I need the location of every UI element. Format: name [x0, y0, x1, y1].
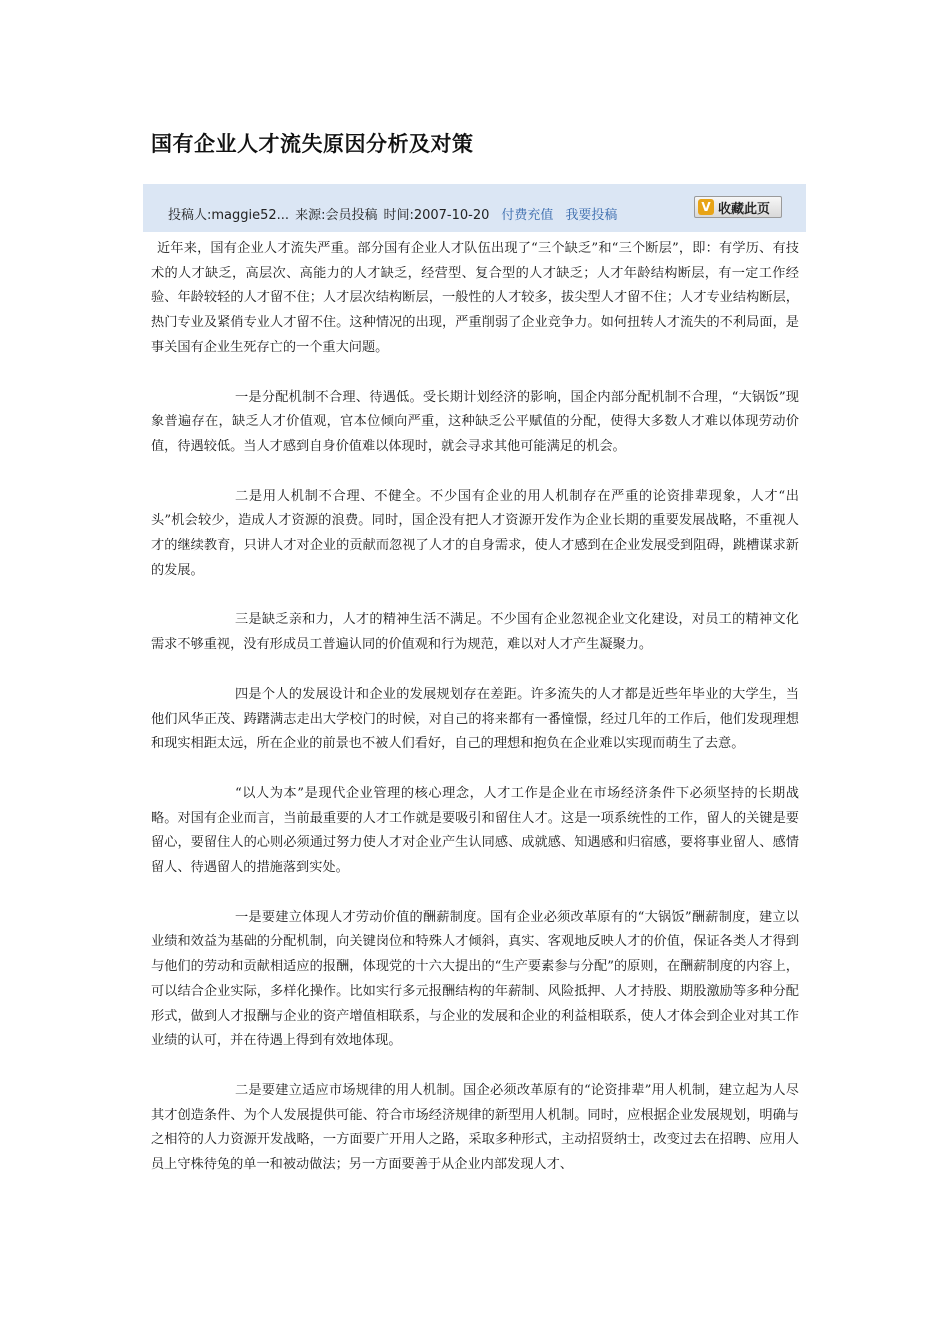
paragraph-reason-2: 二是用人机制不合理、不健全。不少国有企业的用人机制存在严重的论资排辈现象，人才“出头”机会较少，造成人才资源的浪费。同时，国企没有把人才资源开发作为企业长期的重要发展战略，不重视人才的继续教育，只讲人才对企业的贡献而忽视了人才的自身需求，使人才感到在企业发展受到阻碍，跳槽谋求新的发展。: [151, 488, 799, 578]
bookmark-icon: V: [698, 199, 714, 215]
meta-row: [168, 204, 623, 223]
time-info: 时间:2007-10-20: [383, 208, 490, 223]
submit-article-link[interactable]: 我要投稿: [565, 208, 618, 223]
source-info: 来源:会员投稿: [295, 208, 378, 223]
author-info: 投稿人:maggie52...: [168, 208, 290, 223]
bookmark-page-button[interactable]: [694, 196, 782, 218]
paragraph-reason-3: 三是缺乏亲和力，人才的精神生活不满足。不少国有企业忽视企业文化建设，对员工的精神文化需求不够重视，没有形成员工普遍认同的价值观和行为规范，难以对人才产生凝聚力。: [151, 612, 799, 653]
article-title: 国有企业人才流失原因分析及对策: [151, 132, 474, 156]
paragraph-strategy-intro: “以人为本”是现代企业管理的核心理念，人才工作是企业在市场经济条件下必须坚持的长期战略。对国有企业而言，当前最重要的人才工作就是要吸引和留住人才。这是一项系统性的工作，留人的关键是要留心，要留住人的心则必须通过努力使人才对企业产生认同感、成就感、知遇感和归宿感，要将事业留人、感情留人、待遇留人的措施落到实处。: [151, 785, 799, 876]
paragraph-reason-4: 四是个人的发展设计和企业的发展规划存在差距。许多流失的人才都是近些年毕业的大学生，当他们风华正茂、踌躇满志走出大学校门的时候，对自己的将来都有一番憧憬，经过几年的工作后，他们发现理想和现实相距太远，所在企业的前景也不被人们看好，自己的理想和抱负在企业难以实现而萌生了去意。: [151, 686, 799, 752]
recharge-link[interactable]: 付费充值: [501, 208, 554, 223]
paragraph-reason-1: 一是分配机制不合理、待遇低。受长期计划经济的影响，国企内部分配机制不合理，“大锅饭”现象普遍存在，缺乏人才价值观，官本位倾向严重，这种缺乏公平赋值的分配，使得大多数人才难以体现劳动价值，待遇较低。当人才感到自身价值难以体现时，就会寻求其他可能满足的机会。: [151, 389, 799, 454]
paragraph-intro: 近年来，国有企业人才流失严重。部分国有企业人才队伍出现了“三个缺乏”和“三个断层”，即：有学历、有技术的人才缺乏，高层次、高能力的人才缺乏，经营型、复合型的人才缺乏；人才年龄结构断层，有一定工作经验、年龄较轻的人才留不住；人才层次结构断层，一般性的人才较多，拔尖型人才留不住；人才专业结构断层，热门专业及紧俏专业人才留不住。这种情况的出现，严重削弱了企业竞争力。如何扭转人才流失的不利局面，是事关国有企业生死存亡的一个重大问题。: [151, 241, 799, 355]
bookmark-label: 收藏此页: [718, 201, 771, 217]
paragraph-strategy-2: 二是要建立适应市场规律的用人机制。国企必须改革原有的“论资排辈”用人机制，建立起为人尽其才创造条件、为个人发展提供可能、符合市场经济规律的新型用人机制。同时，应根据企业发展规划，明确与之相符的人力资源开发战略，一方面要广开用人之路，采取多种形式，主动招贤纳士，改变过去在招聘、应用人员上守株待兔的单一和被动做法；另一方面要善于从企业内部发现人才、: [151, 1082, 799, 1173]
paragraph-strategy-1: 一是要建立体现人才劳动价值的酬薪制度。国有企业必须改革原有的“大锅饭”酬薪制度，建立以业绩和效益为基础的分配机制，向关键岗位和特殊人才倾斜，真实、客观地反映人才的价值，保证各类人才得到与他们的劳动和贡献相适应的报酬，体现党的十六大提出的“生产要素参与分配”的原则，在酬薪制度的内容上，可以结合企业实际，多样化操作。比如实行多元报酬结构的年薪制、风险抵押、人才持股、期股激励等多种分配形式，做到人才报酬与企业的资产增值相联系，与企业的发展和企业的利益相联系，使人才体会到企业对其工作业绩的认可，并在待遇上得到有效地体现。: [151, 909, 799, 1049]
article-meta-bar: [143, 184, 806, 232]
article-body: [151, 237, 799, 1178]
